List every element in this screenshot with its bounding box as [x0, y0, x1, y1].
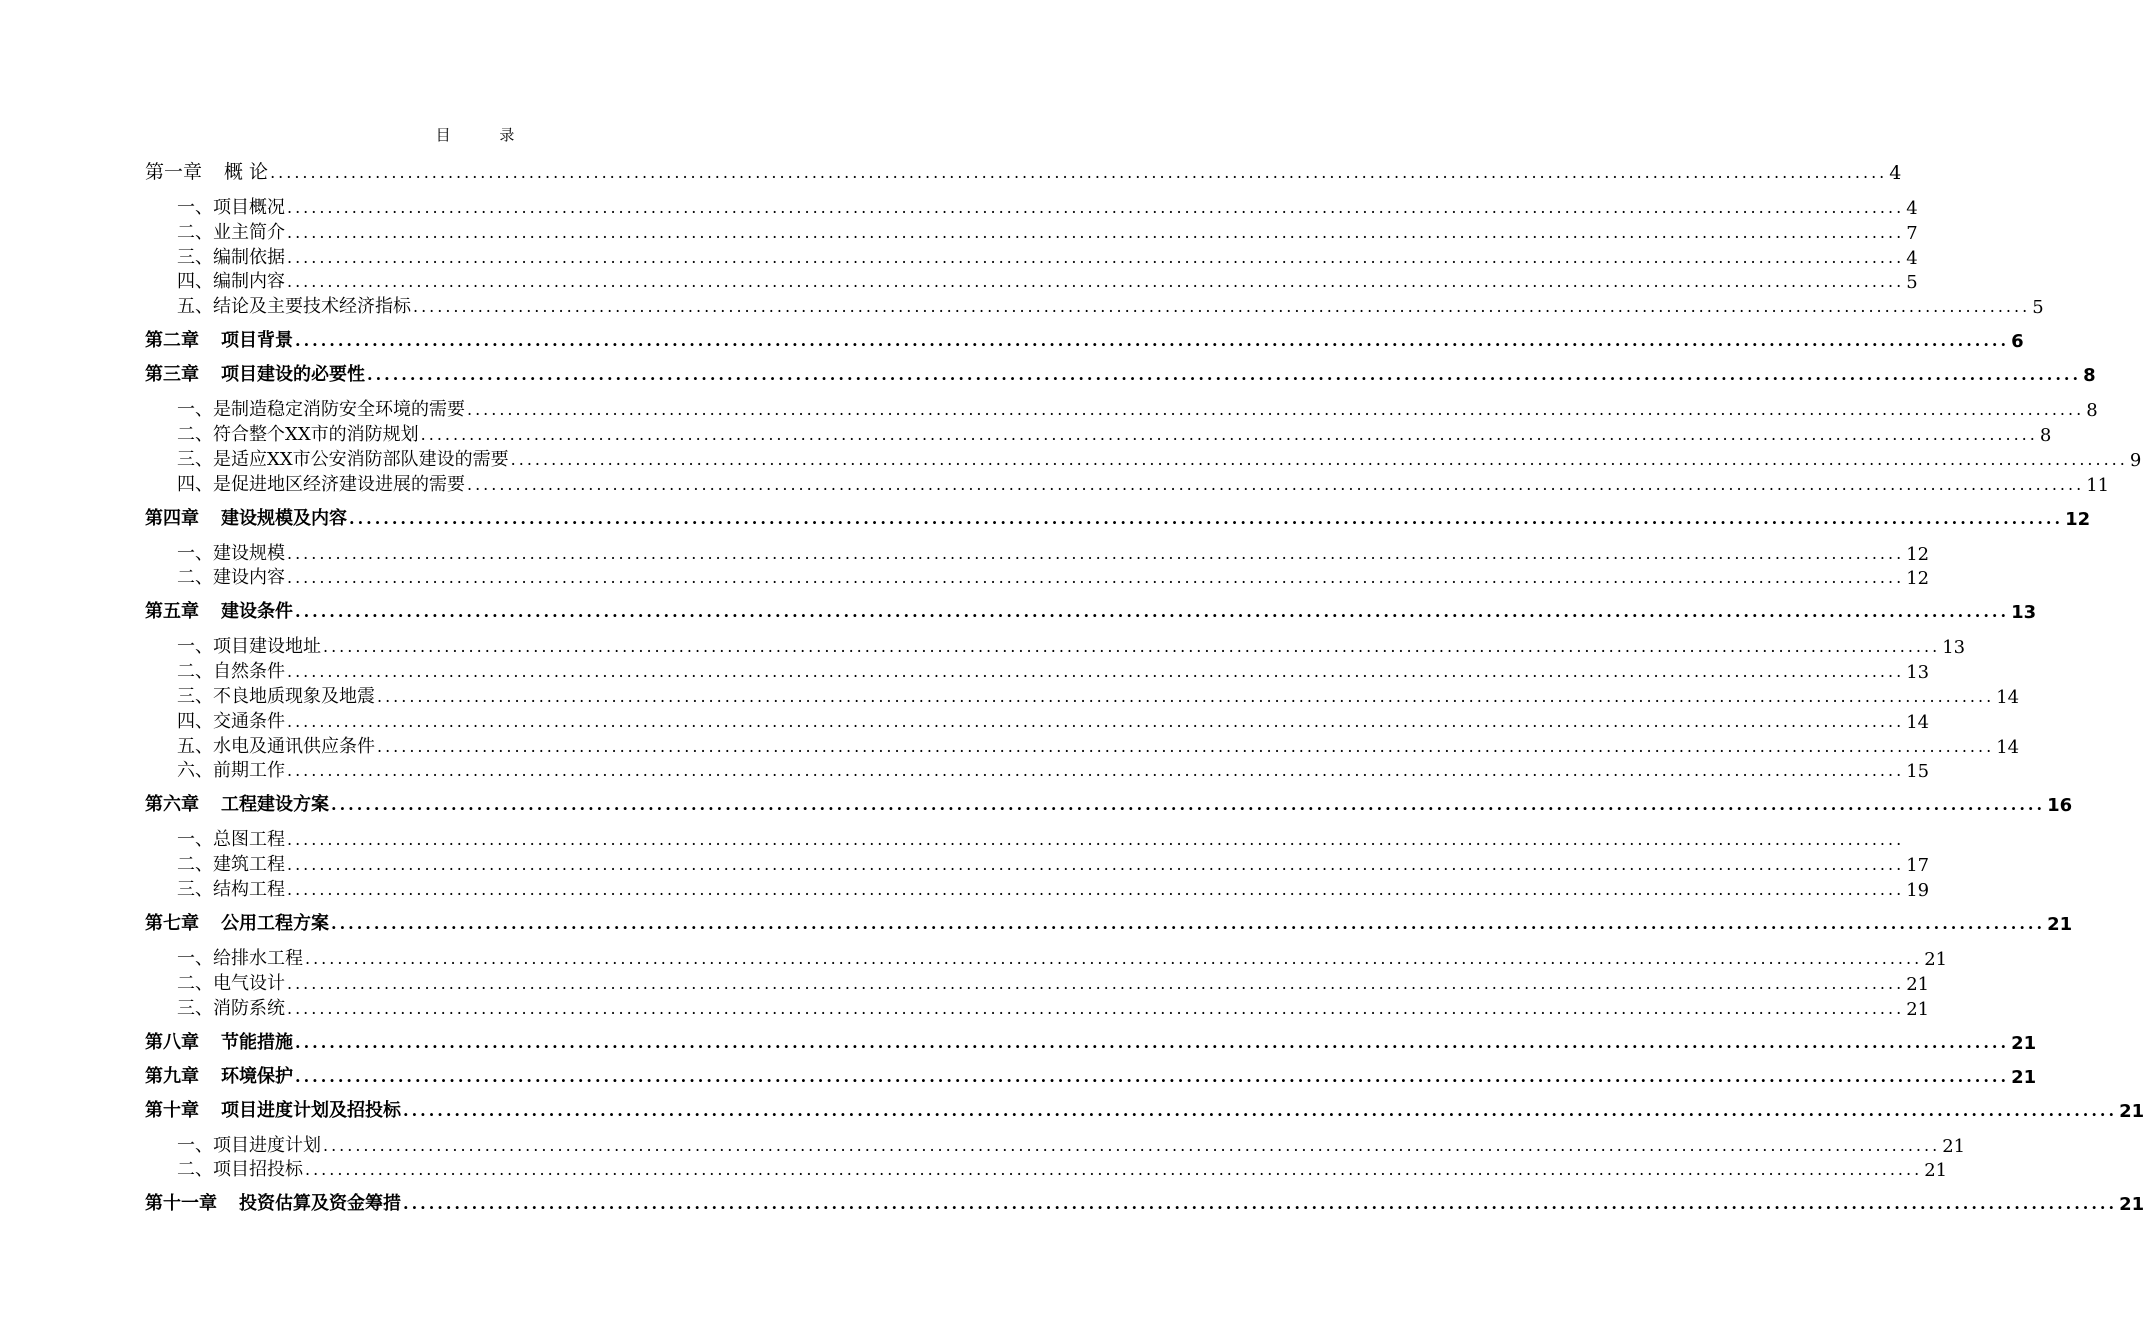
toc-entry-label: 二、业主简介	[177, 222, 285, 243]
toc-section-entry[interactable]	[161, 732, 2020, 758]
toc-page-number: 17	[1906, 855, 1930, 876]
toc-chapter-entry[interactable]	[145, 1189, 2144, 1215]
toc-page-number: 12	[2065, 509, 2091, 530]
toc-leader-dots: ........................................................................................................................................................................................................	[287, 761, 1905, 780]
toc-chapter-entry[interactable]	[145, 1062, 2037, 1088]
toc-page-number: 21	[1942, 1136, 1966, 1157]
toc-chapter-title: 概 论	[224, 161, 269, 183]
toc-chapter-entry[interactable]	[145, 597, 2037, 623]
toc-section-entry[interactable]	[161, 632, 1966, 658]
toc-leader-dots: ........................................................................................................................................................................................................	[287, 223, 1905, 242]
toc-chapter-title: 投资估算及资金筹措	[239, 1193, 401, 1214]
toc-page-number: 21	[2011, 1067, 2037, 1088]
toc-entry-label: 三、结构工程	[177, 879, 285, 900]
toc-chapter-number: 第八章	[145, 1032, 199, 1053]
toc-page-number: 4	[1906, 198, 1918, 219]
toc-page-number: 21	[1924, 949, 1948, 970]
toc-leader-dots: ........................................................................................................................................................................................................	[287, 662, 1905, 681]
toc-leader-dots: ........................................................................................................................................................................................................	[403, 1194, 2118, 1213]
toc-leader-dots: ........................................................................................................................................................................................................	[287, 830, 1905, 849]
toc-entry-label: 三、不良地质现象及地震	[177, 686, 375, 707]
toc-section-entry[interactable]	[161, 445, 2142, 471]
toc-chapter-number: 第七章	[145, 913, 199, 934]
toc-page-number: 6	[2011, 331, 2024, 352]
toc-chapter-title: 项目建设的必要性	[221, 364, 365, 385]
toc-chapter-entry[interactable]	[145, 158, 1902, 184]
toc-section-entry[interactable]	[161, 657, 1930, 683]
toc-section-entry[interactable]	[161, 267, 1918, 293]
toc-section-entry[interactable]	[161, 944, 1948, 970]
toc-page-number: 12	[1906, 544, 1930, 565]
toc-entry-label: 二、项目招投标	[177, 1159, 303, 1180]
toc-section-entry[interactable]	[161, 563, 1930, 589]
toc-leader-dots: ........................................................................................................................................................................................................	[287, 880, 1905, 899]
toc-page-number: 8	[2086, 400, 2098, 421]
toc-page-number: 7	[1906, 223, 1918, 244]
toc-entry-label: 三、消防系统	[177, 998, 285, 1019]
toc-page-number: 11	[2086, 475, 2110, 496]
toc-leader-dots: ........................................................................................................................................................................................................	[305, 949, 1923, 968]
toc-page-number: 21	[1924, 1160, 1948, 1181]
toc-page-number: 21	[1906, 999, 1930, 1020]
toc-section-entry[interactable]	[161, 292, 2044, 318]
toc-page-number: 21	[2011, 1033, 2037, 1054]
toc-page-number: 4	[1889, 162, 1902, 184]
toc-leader-dots: ........................................................................................................................................................................................................	[323, 1136, 1941, 1155]
toc-entry-label: 三、编制依据	[177, 247, 285, 268]
toc-page-number: 5	[2032, 297, 2044, 318]
toc-section-entry[interactable]	[161, 682, 2020, 708]
toc-chapter-entry[interactable]	[145, 1028, 2037, 1054]
toc-entry-label: 二、电气设计	[177, 973, 285, 994]
toc-leader-dots: ........................................................................................................................................................................................................	[377, 737, 1995, 756]
toc-leader-dots: ........................................................................................................................................................................................................	[287, 974, 1905, 993]
toc-section-entry[interactable]	[161, 420, 2052, 446]
toc-page-number: 21	[2119, 1101, 2144, 1122]
toc-entry-label: 三、是适应XX市公安消防部队建设的需要	[177, 449, 509, 470]
toc-entry-label: 二、自然条件	[177, 661, 285, 682]
toc-leader-dots: ........................................................................................................................................................................................................	[287, 198, 1905, 217]
toc-entry-label: 五、水电及通讯供应条件	[177, 736, 375, 757]
toc-section-entry[interactable]	[161, 243, 1918, 269]
toc-leader-dots: ........................................................................................................................................................................................................	[287, 999, 1905, 1018]
toc-page-number: 19	[1906, 880, 1930, 901]
toc-leader-dots: ........................................................................................................................................................................................................	[270, 163, 1888, 182]
toc-leader-dots: ........................................................................................................................................................................................................	[287, 712, 1905, 731]
toc-section-entry[interactable]	[161, 850, 1930, 876]
toc-entry-label: 五、结论及主要技术经济指标	[177, 296, 411, 317]
toc-page-number: 14	[1996, 687, 2020, 708]
toc-chapter-title: 环境保护	[221, 1066, 293, 1087]
toc-page-number: 8	[2083, 365, 2096, 386]
toc-entry-label: 一、建设规模	[177, 543, 285, 564]
toc-entry-label: 四、编制内容	[177, 271, 285, 292]
toc-page-number: 12	[1906, 568, 1930, 589]
toc-section-entry[interactable]	[161, 470, 2110, 496]
toc-page-number: 21	[2119, 1194, 2144, 1215]
toc-entry-label: 一、给排水工程	[177, 948, 303, 969]
toc-chapter-entry[interactable]	[145, 909, 2073, 935]
toc-chapter-number: 第六章	[145, 794, 199, 815]
toc-leader-dots: ........................................................................................................................................................................................................	[467, 475, 2085, 494]
toc-section-entry[interactable]	[161, 825, 1905, 851]
toc-entry-label	[145, 909, 329, 935]
toc-leader-dots: ........................................................................................................................................................................................................	[287, 568, 1905, 587]
toc-leader-dots: ........................................................................................................................................................................................................	[413, 297, 2031, 316]
toc-section-entry[interactable]	[161, 875, 1930, 901]
toc-entry-label: 一、项目建设地址	[177, 636, 321, 657]
toc-chapter-title: 公用工程方案	[221, 913, 329, 934]
toc-chapter-title: 建设条件	[221, 601, 293, 622]
toc-chapter-entry[interactable]	[145, 1096, 2144, 1122]
toc-entry-label: 四、是促进地区经济建设进展的需要	[177, 474, 465, 495]
toc-page-number: 5	[1906, 272, 1918, 293]
toc-entry-label	[145, 360, 365, 386]
toc-entry-label: 四、交通条件	[177, 711, 285, 732]
toc-entry-label: 一、项目进度计划	[177, 1135, 321, 1156]
toc-page-number: 21	[1906, 974, 1930, 995]
toc-chapter-title: 项目背景	[221, 330, 293, 351]
toc-entry-label	[145, 1028, 293, 1054]
toc-chapter-title: 工程建设方案	[221, 794, 329, 815]
toc-leader-dots: ........................................................................................................................................................................................................	[287, 855, 1905, 874]
toc-chapter-number: 第二章	[145, 330, 199, 351]
toc-page-number: 9	[2129, 450, 2142, 471]
toc-leader-dots: ........................................................................................................................................................................................................	[323, 637, 1941, 656]
toc-chapter-number: 第三章	[145, 364, 199, 385]
toc-chapter-entry[interactable]	[145, 326, 2024, 352]
toc-chapter-number: 第十一章	[145, 1193, 217, 1214]
toc-page-number: 15	[1906, 761, 1930, 782]
toc-page-number: 21	[2047, 914, 2073, 935]
toc-leader-dots: ........................................................................................................................................................................................................	[295, 1033, 2010, 1052]
toc-leader-dots: ........................................................................................................................................................................................................	[331, 914, 2046, 933]
toc-chapter-number: 第四章	[145, 508, 199, 529]
toc-entry-label: 一、总图工程	[177, 829, 285, 850]
toc-chapter-entry[interactable]	[145, 504, 2091, 530]
toc-section-entry[interactable]	[161, 756, 1930, 782]
toc-entry-label	[145, 790, 329, 816]
toc-page-number: 13	[2011, 602, 2037, 623]
toc-page-number: 14	[1996, 737, 2020, 758]
toc-leader-dots: ........................................................................................................................................................................................................	[295, 1067, 2010, 1086]
toc-leader-dots: ........................................................................................................................................................................................................	[287, 272, 1905, 291]
toc-entry-label	[145, 1189, 401, 1215]
toc-leader-dots: ........................................................................................................................................................................................................	[295, 602, 2010, 621]
toc-chapter-number: 第十章	[145, 1100, 199, 1121]
toc-entry-label: 一、项目概况	[177, 197, 285, 218]
toc-entry-label	[145, 326, 293, 352]
toc-entry-label: 二、符合整个XX市的消防规划	[177, 424, 419, 445]
toc-entry-label	[145, 1096, 401, 1122]
toc-page-number: 13	[1942, 637, 1966, 658]
toc-section-entry[interactable]	[161, 1155, 1948, 1181]
toc-chapter-title: 项目进度计划及招投标	[221, 1100, 401, 1121]
toc-leader-dots: ........................................................................................................................................................................................................	[287, 248, 1905, 267]
toc-leader-dots: ........................................................................................................................................................................................................	[403, 1101, 2118, 1120]
toc-page-number: 8	[2039, 425, 2052, 446]
toc-page-number: 14	[1906, 712, 1930, 733]
toc-section-entry[interactable]	[161, 994, 1930, 1020]
toc-chapter-title: 建设规模及内容	[221, 508, 347, 529]
toc-leader-dots: ........................................................................................................................................................................................................	[331, 795, 2046, 814]
toc-leader-dots: ........................................................................................................................................................................................................	[295, 331, 2010, 350]
toc-section-entry[interactable]	[161, 969, 1930, 995]
toc-chapter-number: 第五章	[145, 601, 199, 622]
toc-leader-dots: ........................................................................................................................................................................................................	[377, 687, 1995, 706]
toc-entry-label	[145, 157, 268, 184]
toc-entry-label	[145, 504, 347, 530]
toc-section-entry[interactable]	[161, 539, 1930, 565]
toc-chapter-entry[interactable]	[145, 360, 2096, 386]
toc-section-entry[interactable]	[161, 193, 1918, 219]
toc-leader-dots: ........................................................................................................................................................................................................	[467, 400, 2085, 419]
toc-entry-label	[145, 1062, 293, 1088]
toc-leader-dots: ........................................................................................................................................................................................................	[367, 365, 2082, 384]
toc-leader-dots: ........................................................................................................................................................................................................	[287, 544, 1905, 563]
toc-entry-label	[145, 597, 293, 623]
toc-chapter-title: 节能措施	[221, 1032, 293, 1053]
toc-page-number: 4	[1906, 248, 1918, 269]
toc-entry-label: 一、是制造稳定消防安全环境的需要	[177, 399, 465, 420]
toc-chapter-number: 第九章	[145, 1066, 199, 1087]
toc-leader-dots: ........................................................................................................................................................................................................	[510, 450, 2128, 469]
toc-section-entry[interactable]	[161, 1131, 1966, 1157]
toc-title: 目 录	[435, 126, 537, 144]
toc-chapter-entry[interactable]	[145, 790, 2073, 816]
toc-section-entry[interactable]	[161, 395, 2098, 421]
toc-leader-dots: ........................................................................................................................................................................................................	[349, 509, 2064, 528]
toc-page-number: 16	[2047, 795, 2073, 816]
toc-leader-dots: ........................................................................................................................................................................................................	[305, 1160, 1923, 1179]
toc-entry-label: 二、建筑工程	[177, 854, 285, 875]
toc-page-number: 13	[1906, 662, 1930, 683]
toc-entry-label: 六、前期工作	[177, 760, 285, 781]
toc-section-entry[interactable]	[161, 707, 1930, 733]
toc-chapter-number: 第一章	[145, 161, 203, 183]
toc-entry-label: 二、建设内容	[177, 567, 285, 588]
toc-section-entry[interactable]	[161, 218, 1918, 244]
toc-leader-dots: ........................................................................................................................................................................................................	[420, 425, 2038, 444]
